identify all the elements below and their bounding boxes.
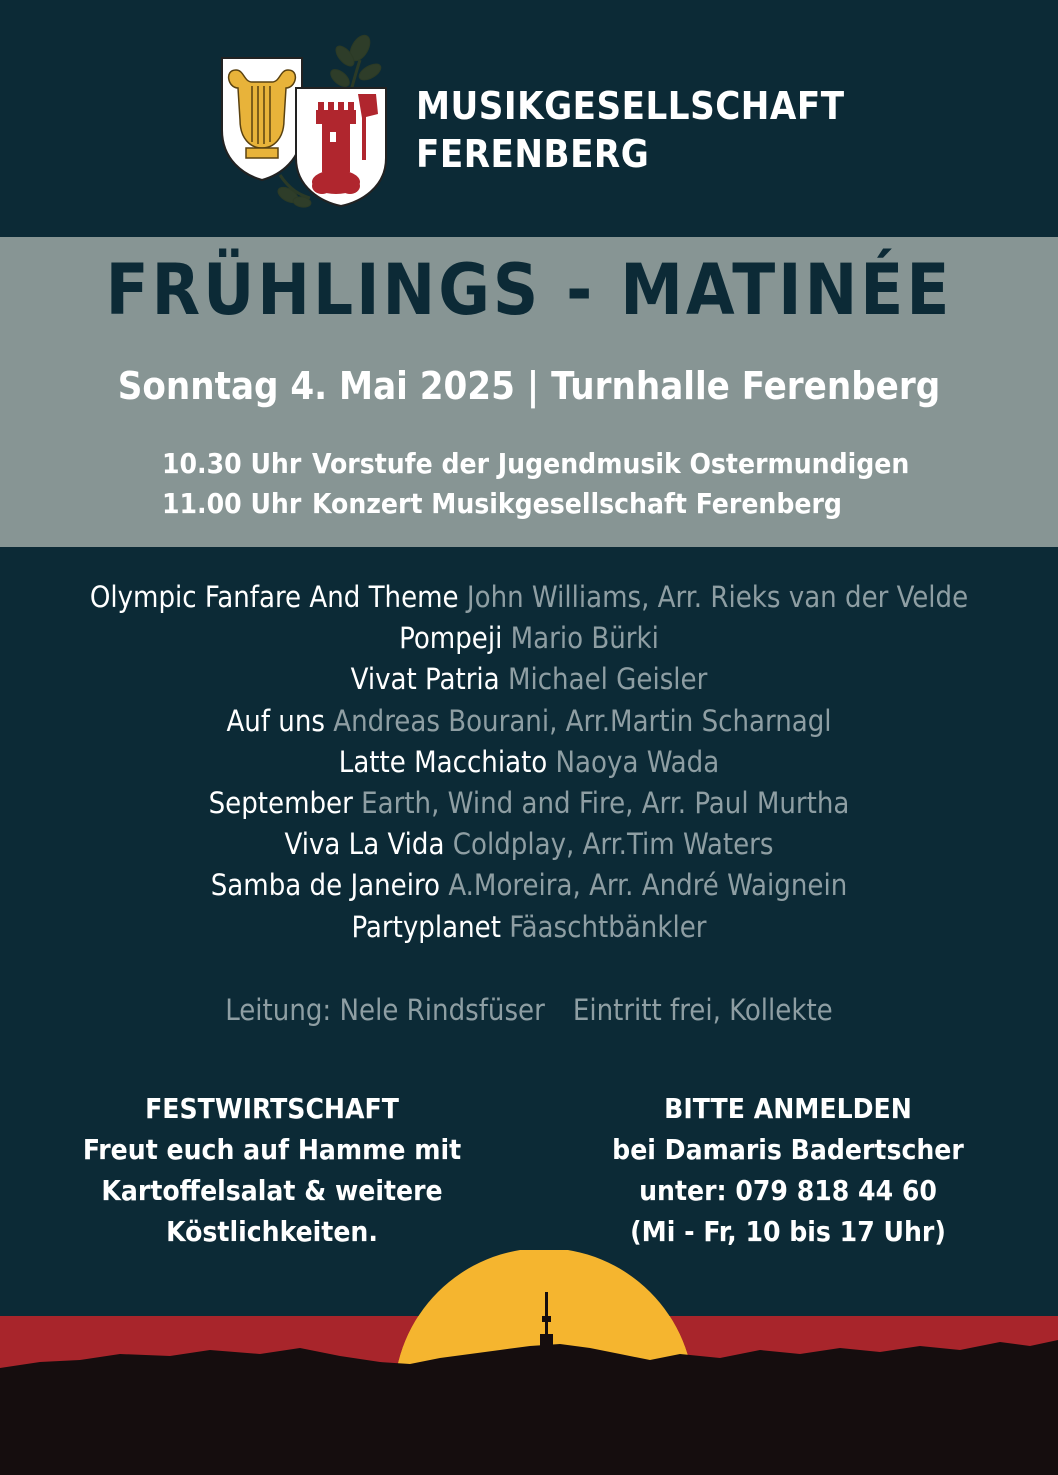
piece-composer: Andreas Bourani, Arr.Martin Scharnagl: [333, 703, 832, 738]
info-line: [0, 990, 1058, 1030]
program-item: [0, 783, 1058, 824]
program-item: [0, 865, 1058, 906]
sunrise-scenery: [0, 1250, 1058, 1475]
piece-composer: John Williams, Arr. Rieks van der Velde: [466, 580, 969, 614]
program-item: [0, 824, 1058, 865]
piece-composer: Mario Bürki: [510, 621, 659, 656]
schedule-row: [162, 444, 909, 484]
festwirtschaft-line: Köstlichkeiten.: [166, 1215, 378, 1248]
piece-title: Samba de Janeiro: [210, 868, 441, 903]
schedule-desc: Vorstufe der Jugendmusik Ostermundigen: [312, 447, 910, 480]
schedule: [162, 444, 909, 524]
program-item: [0, 907, 1058, 948]
schedule-desc: Konzert Musikgesellschaft Ferenberg: [312, 487, 842, 520]
event-date-venue: Sonntag 4. Mai 2025 | Turnhalle Ferenberg: [117, 364, 941, 408]
festwirtschaft-line: Kartoffelsalat & weitere: [101, 1174, 443, 1207]
organization-name-line1: MUSIKGESELLSCHAFT: [416, 84, 845, 128]
organization-name: [416, 82, 845, 178]
piece-title: Vivat Patria: [350, 662, 500, 697]
program-item: [0, 577, 1058, 618]
piece-composer: Naoya Wada: [555, 744, 720, 779]
schedule-time: 11.00 Uhr: [162, 487, 302, 520]
program-item: [0, 701, 1058, 742]
schedule-row: [162, 484, 909, 524]
piece-composer: Coldplay, Arr.Tim Waters: [452, 827, 774, 862]
piece-title: Partyplanet: [351, 909, 501, 944]
festwirtschaft-heading: FESTWIRTSCHAFT: [145, 1092, 399, 1125]
eintritt-text: Eintritt frei, Kollekte: [572, 993, 833, 1027]
program-item: [0, 618, 1058, 659]
piece-title: Pompeji: [399, 621, 503, 656]
anmelden-heading: BITTE ANMELDEN: [664, 1092, 912, 1125]
header: [0, 0, 1058, 237]
piece-title: September: [208, 786, 353, 821]
anmelden-section: [576, 1088, 1000, 1252]
piece-title: Olympic Fanfare And Theme: [89, 580, 459, 614]
mountain-silhouette-icon: [0, 1340, 1058, 1475]
piece-composer: Earth, Wind and Fire, Arr. Paul Murtha: [361, 786, 850, 821]
festwirtschaft-line: Freut euch auf Hamme mit: [82, 1133, 462, 1166]
piece-composer: A.Moreira, Arr. André Waignein: [448, 868, 848, 903]
leitung-text: Leitung: Nele Rindsfüser: [225, 993, 545, 1027]
anmelden-hours: (Mi - Fr, 10 bis 17 Uhr): [630, 1215, 946, 1248]
anmelden-phone: unter: 079 818 44 60: [639, 1174, 937, 1207]
program-item: [0, 742, 1058, 783]
piece-title: Viva La Vida: [284, 827, 445, 862]
coat-of-arms-logo: [210, 30, 410, 210]
festwirtschaft-section: [60, 1088, 484, 1252]
organization-name-line2: FERENBERG: [416, 132, 650, 176]
program-item: [0, 659, 1058, 700]
schedule-time: 10.30 Uhr: [162, 447, 302, 480]
piece-composer: Fäaschtbänkler: [509, 909, 707, 944]
piece-title: Auf uns: [226, 703, 325, 738]
piece-composer: Michael Geisler: [507, 662, 708, 697]
program-list: [0, 577, 1058, 948]
anmelden-line: bei Damaris Badertscher: [612, 1133, 964, 1166]
event-title: FRÜHLINGS - MATINÉE: [105, 249, 953, 331]
piece-title: Latte Macchiato: [338, 744, 548, 779]
